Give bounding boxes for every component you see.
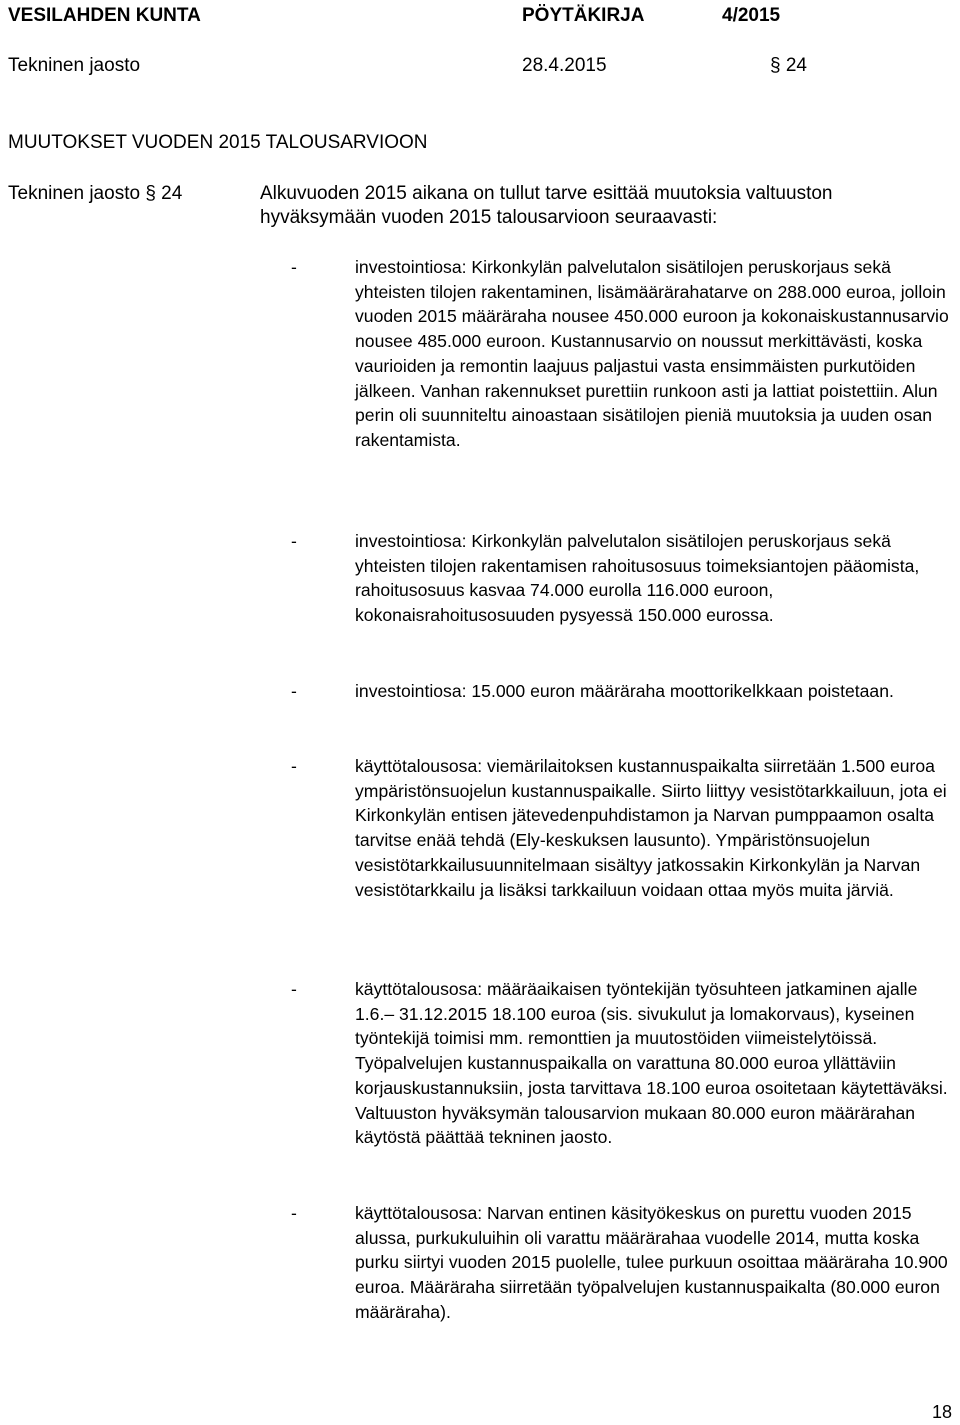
list-dash: - (291, 756, 297, 776)
page-number: 18 (931, 1402, 952, 1422)
list-dash: - (291, 1203, 297, 1223)
section-symbol: § (770, 55, 781, 76)
list-item (291, 754, 956, 902)
list-item (291, 255, 956, 453)
list-item-text: käyttötalousosa: määräaikaisen työntekijän työsuhteen jatkaminen ajalle 1.6.– 31.12.2015 18.100 euroa (sis. sivukulut ja lomakorvaus), kyseinen työntekijä toimisi mm. remonttien ja muutostöiden viimeistelytöissä. Työpalvelujen kustannuspaikalla on varattuna 80.000 euroa yllättäviin korjauskustannuksiin, josta tarvittava 18.100 euroa osoitetaan käytettäväksi. Valtuuston hyväksymän talousarvion mukaan 80.000 euron määrärahan käytöstä päättää tekninen jaosto. (355, 979, 948, 1148)
list-item (291, 977, 956, 1150)
section-number: 24 (785, 55, 807, 76)
list-item (291, 1201, 956, 1325)
committee-name: Tekninen jaosto (8, 55, 141, 76)
municipality-name: VESILAHDEN KUNTA (8, 5, 201, 26)
list-item (291, 679, 956, 704)
list-dash: - (291, 979, 297, 999)
section-title: MUUTOKSET VUODEN 2015 TALOUSARVIOON (8, 132, 428, 153)
side-label: Tekninen jaosto § 24 (8, 183, 183, 204)
list-item-text: investointiosa: Kirkonkylän palvelutalon sisätilojen peruskorjaus sekä yhteisten tilojen rakentaminen, lisämäärärahatarve on 288.000 euroa, jolloin vuoden 2015 määräraha nousee 450.000 euroon ja kokonaiskustannusarvio nousee 485.000 euroon. Kustannusarvio on noussut merkittävästi, koska vaurioiden ja remontin laajuus paljastui vasta ensimmäisten purkutöiden jälkeen. Vanhan rakennukset purettiin runkoon asti ja lattiat poistettiin. Alun perin oli suunniteltu ainoastaan sisätilojen pieniä muutoksia ja uuden osan rakentamista. (355, 257, 949, 450)
section-reference (770, 54, 807, 78)
document-number: 4/2015 (722, 5, 781, 26)
list-item-text: käyttötalousosa: Narvan entinen käsityökeskus on purettu vuoden 2015 alussa, purkukuluihin oli varattu määrärahaa vuodelle 2014, mutta koska purku siirtyi vuoden 2015 puolelle, tulee purkuun osoittaa määräraha 10.900 euroa. Määräraha siirretään työpalvelujen kustannuspaikalta (80.000 euron määräraha). (355, 1203, 948, 1322)
list-item-text: investointiosa: Kirkonkylän palvelutalon sisätilojen peruskorjaus sekä yhteisten tilojen rakentamisen rahoitusosuus toimeksiantojen pääomista, rahoitusosuus kasvaa 74.000 eurolla 116.000 euroon, kokonaisrahoitusosuuden pysyessä 150.000 eurossa. (355, 531, 920, 626)
list-item (291, 529, 956, 628)
document-type: PÖYTÄKIRJA (522, 5, 645, 26)
intro-text: Alkuvuoden 2015 aikana on tullut tarve esittää muutoksia valtuuston hyväksymään vuoden 2015 talousarvioon seuraavasti: (260, 183, 833, 228)
list-dash: - (291, 681, 297, 701)
list-item-text: investointiosa: 15.000 euron määräraha moottorikelkkaan poistetaan. (355, 681, 894, 701)
list-dash: - (291, 531, 297, 551)
list-dash: - (291, 257, 297, 277)
list-item-text: käyttötalousosa: viemärilaitoksen kustannuspaikalta siirretään 1.500 euroa ympäristönsuojelun kustannuspaikalle. Siirto liittyy vesistötarkkailuun, jota ei Kirkonkylän entisen jätevedenpuhdistamon ja Narvan pumppaamon osalta tarvitse enää tehdä (Ely-keskuksen lausunto). Ympäristönsuojelun vesistötarkkailusuunnitelmaan sisältyy jatkossakin Kirkonkylän ja Narvan vesistötarkkailu ja lisäksi tarkkailuun voidaan ottaa myös muita järviä. (355, 756, 947, 900)
meeting-date: 28.4.2015 (522, 55, 607, 76)
